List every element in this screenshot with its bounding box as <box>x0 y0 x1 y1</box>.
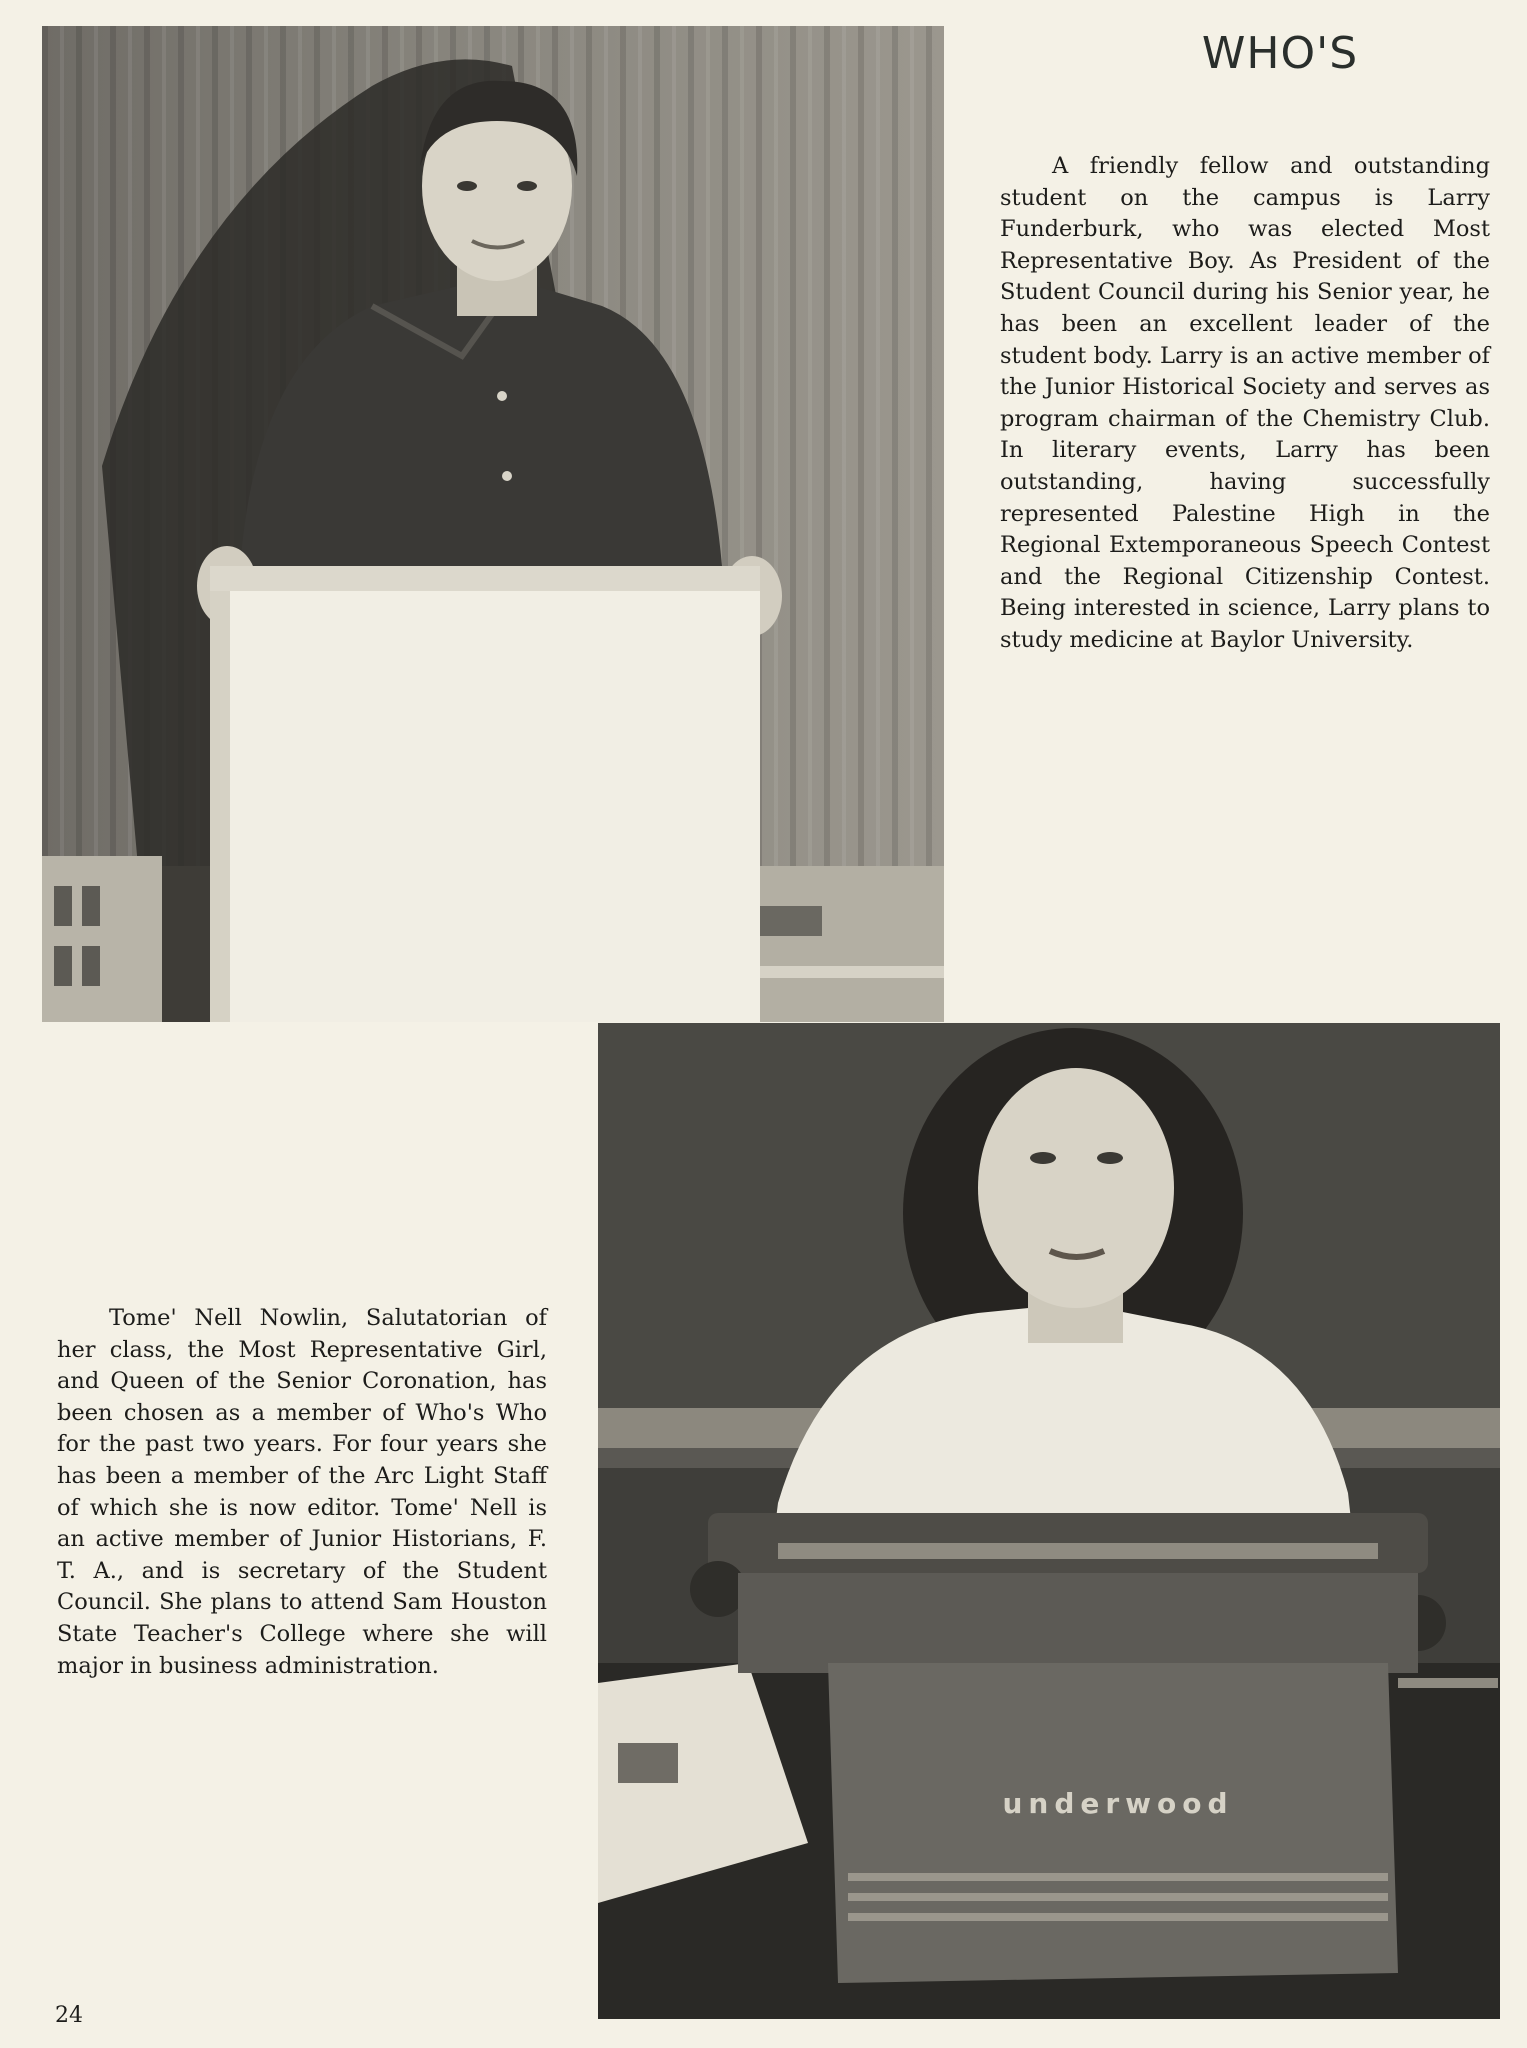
page-number: 24 <box>55 2003 83 2028</box>
photo-girl-at-typewriter <box>598 1023 1500 2019</box>
article-tome-nell-nowlin: Tome' Nell Nowlin, Salutatorian of her class, the Most Representative Girl, and Queen of the Senior Coronation, has been chosen as a member of Who's Who for the past two years. For four years she has been a member of the Arc Light Staff of which she is now editor. Tome' Nell is an active member of Junior Historians, F. T. A., and is secretary of the Student Council. She plans to attend Sam Houston State Teacher's College where she will major in business administration. <box>57 1305 547 1679</box>
girl-typewriter-image <box>598 1023 1500 2019</box>
photo-boy-at-lectern <box>42 26 944 1022</box>
page-title: WHO'S <box>1201 28 1359 79</box>
article-larry-funderburk: A friendly fellow and outstanding student on the campus is Larry Funderburk, who was elected Most Representative Boy. As President of the Student Council during his Senior year, he has been an excellent leader of the student body. Larry is an active member of the Junior Historical Society and serves as program chairman of the Chemistry Club. In literary events, Larry has been outstanding, having successfully represented Palestine High in the Regional Extemporaneous Speech Contest and the Regional Citizenship Contest. Being interested in science, Larry plans to study medicine at Baylor University. <box>1000 153 1490 653</box>
boy-lectern-image <box>42 26 944 1022</box>
typewriter-brand-label: underwood <box>1002 1787 1234 1820</box>
